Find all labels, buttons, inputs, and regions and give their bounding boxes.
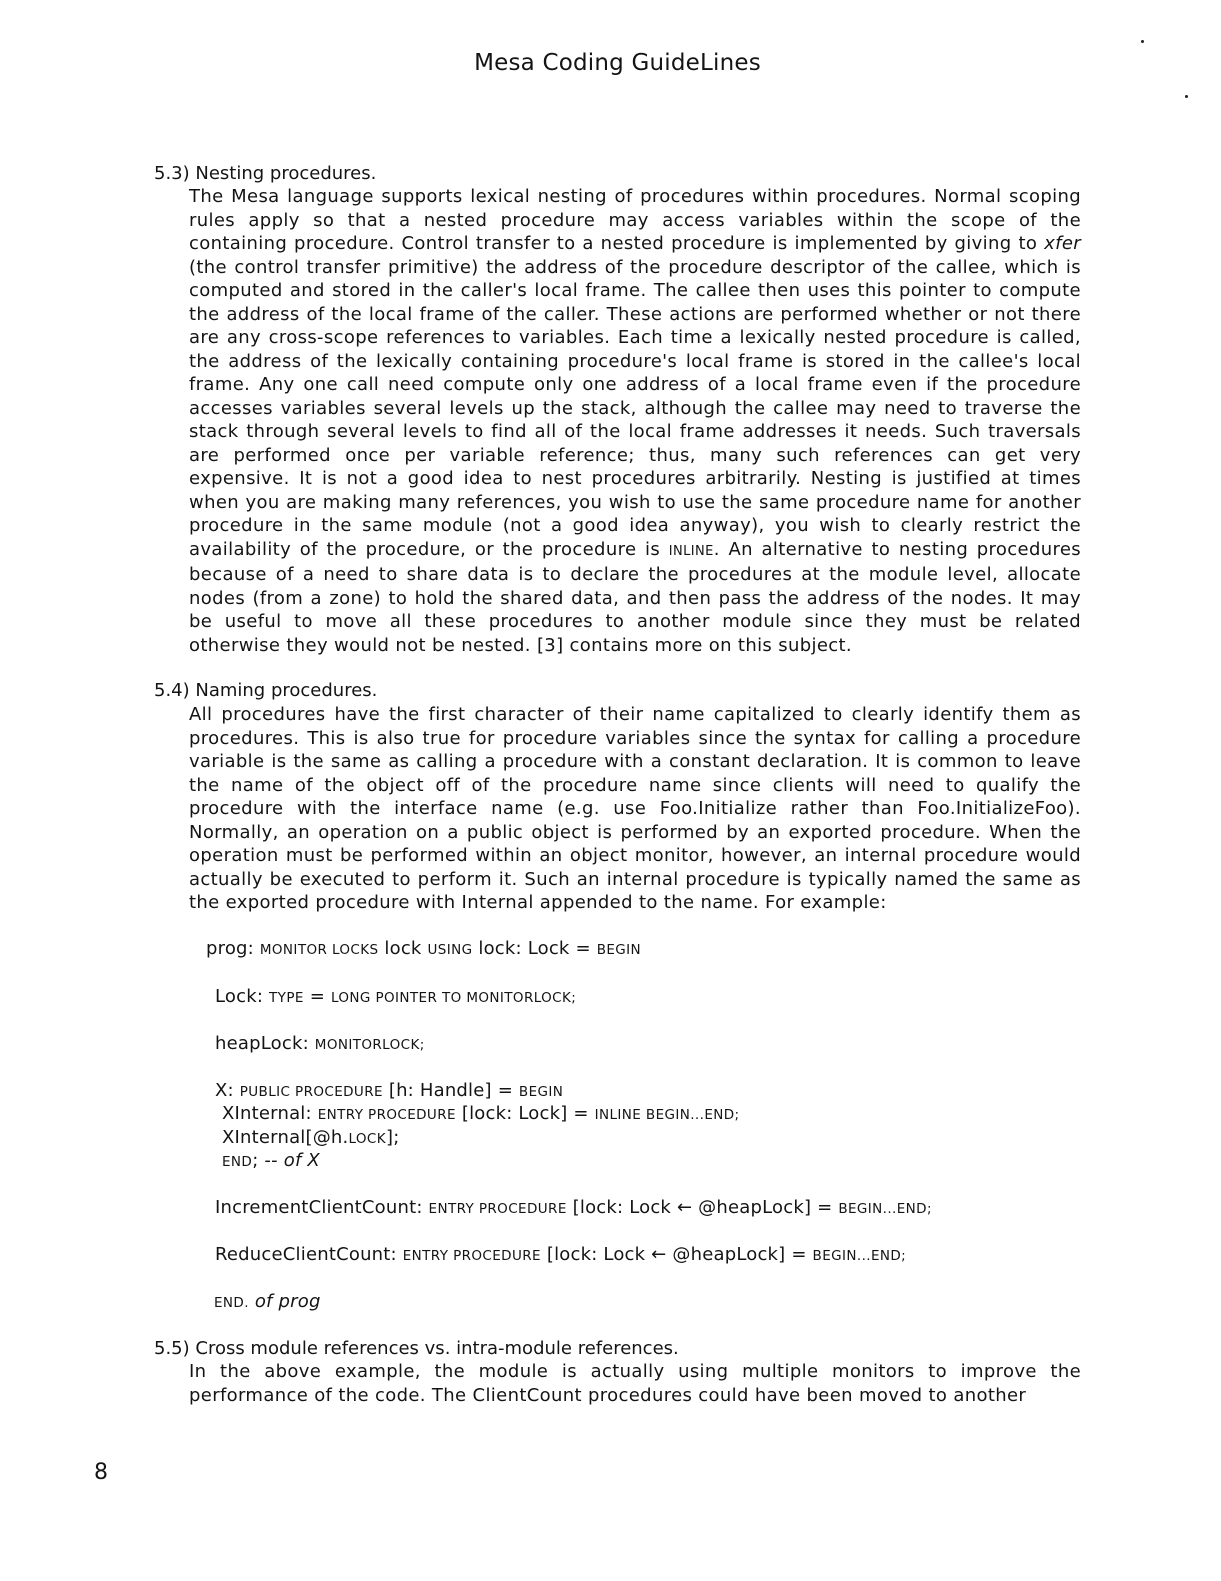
scan-speck xyxy=(1141,40,1144,43)
code-keyword: END xyxy=(222,1154,253,1170)
code-keyword: MONITOR LOCKS xyxy=(259,942,379,958)
code-keyword: MONITORLOCK; xyxy=(314,1037,425,1053)
scan-speck xyxy=(1185,95,1188,98)
code-token: = xyxy=(573,1103,589,1124)
code-keyword: ENTRY PROCEDURE xyxy=(428,1201,567,1217)
code-line xyxy=(215,985,576,1011)
code-keyword: USING xyxy=(427,942,473,958)
section-heading-5-4: 5.4) Naming procedures. xyxy=(154,680,378,701)
code-keyword: ENTRY PROCEDURE xyxy=(402,1248,541,1264)
section-body-5-3 xyxy=(189,185,1081,657)
code-token: ReduceClientCount: xyxy=(215,1244,397,1265)
code-line xyxy=(206,937,641,963)
body-text: The Mesa language supports lexical nesting of procedures within procedures. Normal scoping rules apply so that a nested procedure may access variables within the scope of the containing procedure. Control transfer to a nested procedure is implemented by giving to xyxy=(189,186,1081,254)
code-token: IncrementClientCount: xyxy=(215,1197,423,1218)
code-keyword: END. xyxy=(214,1295,249,1311)
section-body-5-5: In the above example, the module is actually using multiple monitors to improve the performance of the code. The ClientCount procedures could have been moved to another xyxy=(189,1361,1081,1406)
code-token: = xyxy=(575,938,591,959)
code-token: = xyxy=(817,1197,833,1218)
code-keyword: BEGIN...END; xyxy=(838,1201,932,1217)
code-token: = xyxy=(791,1244,807,1265)
section-heading-5-3: 5.3) Nesting procedures. xyxy=(154,163,377,184)
code-token: [lock: Lock ← @heapLock] xyxy=(572,1197,812,1218)
code-comment: ; -- xyxy=(252,1150,278,1171)
code-keyword: BEGIN xyxy=(518,1084,564,1100)
emphasis-term-xfer: xfer xyxy=(1044,233,1081,254)
code-line xyxy=(222,1102,740,1128)
code-comment: of prog xyxy=(254,1291,321,1312)
code-token: prog: xyxy=(206,938,254,959)
code-keyword: LONG POINTER TO MONITORLOCK; xyxy=(330,990,577,1006)
code-keyword: BEGIN xyxy=(596,942,642,958)
page-number: 8 xyxy=(94,1460,108,1485)
code-token: lock: Lock xyxy=(478,938,570,959)
code-token: [lock: Lock ← @heapLock] xyxy=(546,1244,786,1265)
section-body-5-4: All procedures have the first character of their name capitalized to clearly identify them as procedures. This is also true for procedure variables since the syntax for calling a procedure variable is the same as calling a procedure with a constant declaration. It is common to leave the name of the object off of the procedure name since clients will need to qualify the procedure with the interface name (e.g. use Foo.Initialize rather than Foo.InitializeFoo). Normally, an operation on a public object is performed by an exported procedure. When the operation must be performed within an object monitor, however, an internal procedure would actually be executed to perform it. Such an internal procedure is typically named the same as the exported procedure with Internal appended to the name. For example: xyxy=(189,704,1081,913)
code-token: lock xyxy=(384,938,422,959)
code-token: [h: Handle] xyxy=(388,1080,492,1101)
code-keyword: LOCK xyxy=(348,1131,387,1147)
code-token: Lock: xyxy=(215,986,264,1007)
code-line xyxy=(214,1290,321,1316)
code-keyword: ENTRY PROCEDURE xyxy=(317,1107,456,1123)
code-token: = xyxy=(497,1080,513,1101)
code-token: X: xyxy=(215,1080,234,1101)
keyword-inline: INLINE xyxy=(668,543,714,559)
code-line xyxy=(222,1149,320,1175)
code-keyword: TYPE xyxy=(269,990,304,1006)
code-keyword: PUBLIC PROCEDURE xyxy=(239,1084,383,1100)
code-line xyxy=(222,1126,400,1152)
code-token: XInternal: xyxy=(222,1103,312,1124)
running-header-title: Mesa Coding GuideLines xyxy=(474,50,761,76)
code-keyword: INLINE BEGIN...END; xyxy=(594,1107,740,1123)
code-token: = xyxy=(309,986,326,1007)
code-token: heapLock: xyxy=(215,1033,309,1054)
code-token: [lock: Lock] xyxy=(461,1103,568,1124)
code-keyword: BEGIN...END; xyxy=(812,1248,907,1264)
code-line xyxy=(215,1243,906,1269)
body-text: . An alternative to nesting procedures because of a need to share data is to declare the procedures at the module level, allocate nodes (from a zone) to hold the shared data, and then pass the address of the nodes. It may be useful to move all these procedures to another module since they must be related otherwise they would not be nested. [3] contains more on this subject. xyxy=(189,538,1081,656)
body-text: (the control transfer primitive) the address of the procedure descriptor of the callee, which is computed and stored in the caller's local frame. The callee then uses this pointer to compute the address of the local frame of the caller. These actions are performed whether or not there are any cross-scope references to variables. Each time a lexically nested procedure is called, the address of the lexically containing procedure's local frame is stored in the callee's local frame. Any one call need compute only one address of a local frame even if the procedure accesses variables several levels up the stack, although the callee may need to traverse the stack through several levels to find all of the local frame addresses it needs. Such traversals are performed once per variable reference; thus, many such references can get very expensive. It is not a good idea to nest procedures arbitrarily. Nesting is justified at times when you are making many references, you wish to use the same procedure name for another procedure in the same module (not a good idea anyway), you wish to clearly restrict the availability of the procedure, or the procedure is xyxy=(189,256,1081,560)
code-token: XInternal[@h. xyxy=(222,1127,349,1148)
code-token: ]; xyxy=(386,1127,400,1148)
code-line xyxy=(215,1196,932,1222)
code-line xyxy=(215,1032,425,1058)
section-heading-5-5: 5.5) Cross module references vs. intra-module references. xyxy=(154,1338,679,1359)
code-line xyxy=(215,1079,563,1105)
code-comment: of X xyxy=(283,1150,320,1171)
